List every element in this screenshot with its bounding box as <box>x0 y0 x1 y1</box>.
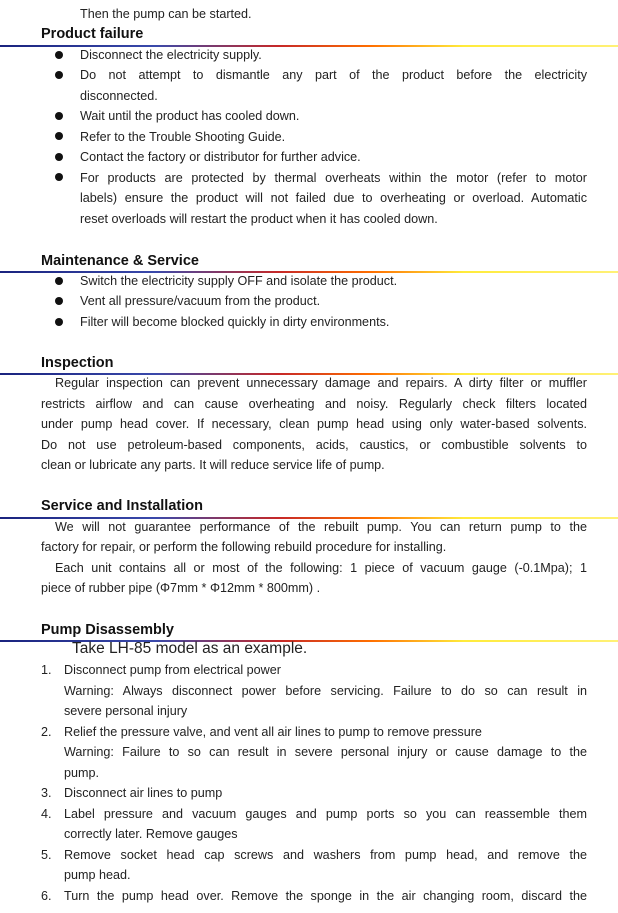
ms-bullet-2: Vent all pressure/vacuum from the product. <box>80 294 321 308</box>
pf-bullet-2-cont: disconnected. <box>80 89 158 103</box>
pf-bullet-6-cont: labels) ensure the product will not failed due to overheating or overload. Automatic <box>80 191 587 205</box>
step-1-line-1: Disconnect pump from electrical power <box>64 663 281 677</box>
bullet-dot <box>55 51 63 59</box>
step-number: 6. <box>41 889 52 903</box>
step-4-line-2: correctly later. Remove gauges <box>64 827 238 841</box>
pump-disassembly-heading: Pump Disassembly <box>41 622 174 638</box>
bullet-dot <box>55 132 63 140</box>
inspection-line-1: Regular inspection can prevent unnecessary damage and repairs. A dirty filter or muffler <box>55 376 587 390</box>
step-number: 1. <box>41 663 52 677</box>
service-installation-heading: Service and Installation <box>41 498 203 514</box>
inspection-line-4: Do not use petroleum-based components, acids, caustics, or combustible solvents to <box>41 438 587 452</box>
step-1-line-2: Warning: Always disconnect power before servicing. Failure to do so can result in <box>64 684 587 698</box>
step-5-line-1: Remove socket head cap screws and washers from pump head, and remove the <box>64 848 587 862</box>
inspection-line-2: restricts airflow and can cause overheating and noisy. Regularly check filters located <box>41 397 587 411</box>
si-line-1: We will not guarantee performance of the rebuilt pump. You can return pump to the <box>55 520 587 534</box>
ms-bullet-3: Filter will become blocked quickly in dirty environments. <box>80 315 390 329</box>
step-number: 4. <box>41 807 52 821</box>
bullet-dot <box>55 277 63 285</box>
intro-line: Then the pump can be started. <box>80 7 252 21</box>
pf-bullet-4: Refer to the Trouble Shooting Guide. <box>80 130 286 144</box>
step-number: 2. <box>41 725 52 739</box>
pf-bullet-6-end: reset overloads will restart the product when it has cooled down. <box>80 212 438 226</box>
step-2-line-2: Warning: Failure to so can result in severe personal injury or cause damage to the <box>64 745 587 759</box>
step-number: 3. <box>41 786 52 800</box>
step-number: 5. <box>41 848 52 862</box>
step-1-line-3: severe personal injury <box>64 704 188 718</box>
pf-bullet-2: Do not attempt to dismantle any part of the product before the electricity <box>80 68 587 82</box>
pf-bullet-3: Wait until the product has cooled down. <box>80 109 300 123</box>
bullet-dot <box>55 71 63 79</box>
pf-bullet-5: Contact the factory or distributor for further advice. <box>80 150 361 164</box>
si-line-4: piece of rubber pipe (Φ7mm * Φ12mm * 800mm) . <box>41 581 321 595</box>
bullet-dot <box>55 153 63 161</box>
example-note: Take LH-85 model as an example. <box>72 640 308 657</box>
bullet-dot <box>55 173 63 181</box>
bullet-dot <box>55 112 63 120</box>
step-5-line-2: pump head. <box>64 868 131 882</box>
ms-bullet-1: Switch the electricity supply OFF and isolate the product. <box>80 274 398 288</box>
inspection-line-5: clean or lubricate any parts. It will reduce service life of pump. <box>41 458 385 472</box>
maintenance-heading: Maintenance & Service <box>41 253 199 269</box>
si-line-3: Each unit contains all or most of the following: 1 piece of vacuum gauge (-0.1Mpa); 1 <box>55 561 587 575</box>
step-2-line-3: pump. <box>64 766 100 780</box>
bullet-dot <box>55 297 63 305</box>
step-2-line-1: Relief the pressure valve, and vent all air lines to pump to remove pressure <box>64 725 482 739</box>
inspection-heading: Inspection <box>41 355 114 371</box>
inspection-line-3: under pump head cover. If necessary, clean pump head using only water-based solvents. <box>41 417 587 431</box>
step-6-line-1: Turn the pump head over. Remove the sponge in the air changing room, discard the <box>64 889 587 903</box>
pf-bullet-6: For products are protected by thermal overheats within the motor (refer to motor <box>80 171 587 185</box>
bullet-dot <box>55 318 63 326</box>
step-4-line-1: Label pressure and vacuum gauges and pump ports so you can reassemble them <box>64 807 587 821</box>
pf-bullet-1: Disconnect the electricity supply. <box>80 48 262 62</box>
step-3-line-1: Disconnect air lines to pump <box>64 786 223 800</box>
si-line-2: factory for repair, or perform the following rebuild procedure for installing. <box>41 540 447 554</box>
product-failure-heading: Product failure <box>41 26 144 42</box>
